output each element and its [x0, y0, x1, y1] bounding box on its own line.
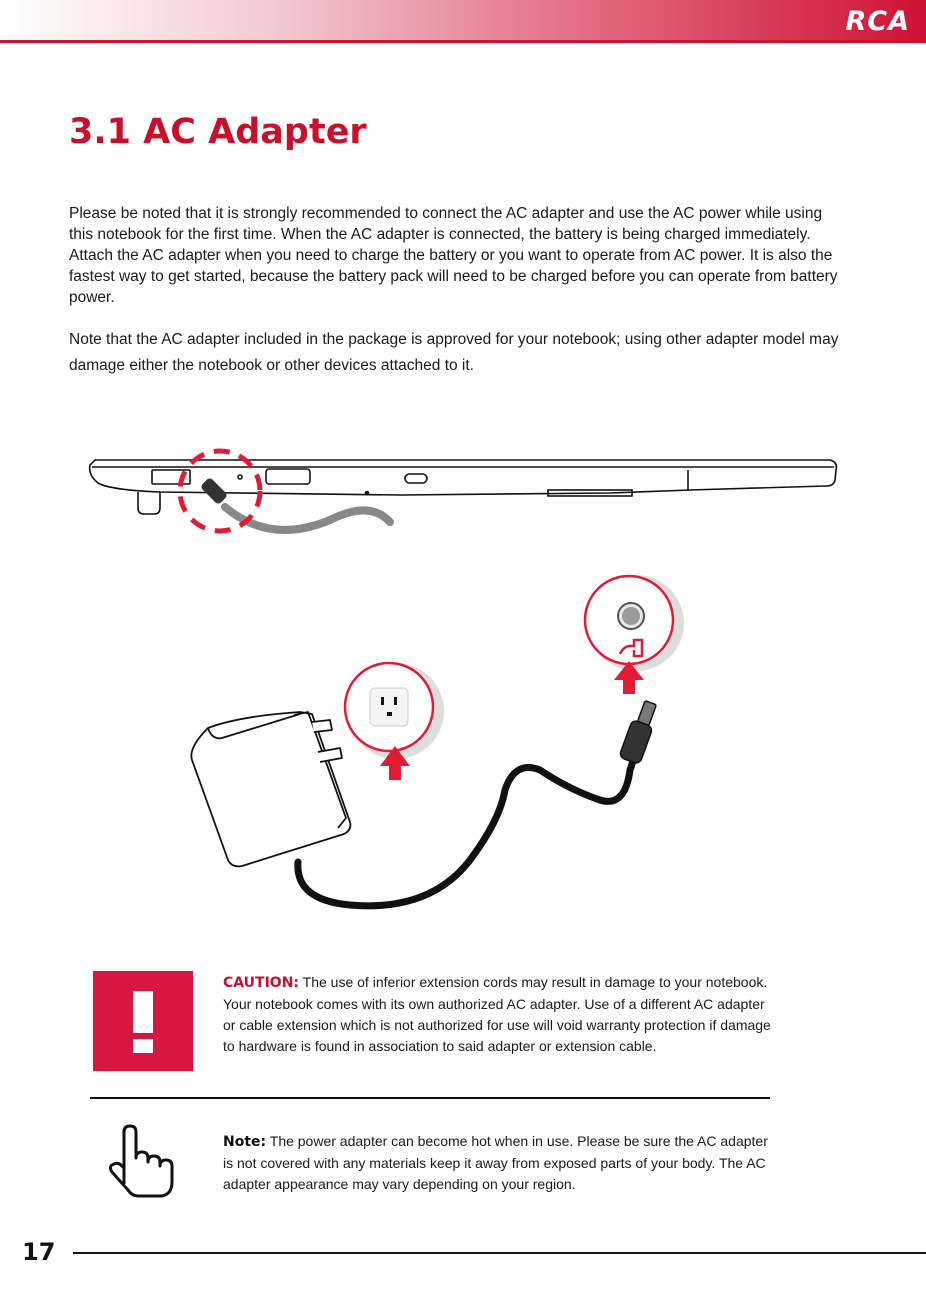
header-rule [0, 40, 926, 43]
intro-paragraph: Please be noted that it is strongly recommended to connect the AC adapter and use the AC power while using this notebook for the first time. When the AC adapter is connected, the battery is being charged immediately. Attach the AC adapter when you need to charge the battery or you want to operate from AC power. It is also the fastest way to get started, because the battery pack will need to be charged before you can operate from battery power. [69, 205, 838, 306]
caution-notice [223, 972, 773, 1057]
pointing-hand-icon [104, 1124, 184, 1204]
section-divider [90, 1097, 770, 1099]
note-label: Note: [223, 1134, 267, 1150]
caution-icon-box [93, 971, 193, 1071]
ac-adapter-brick [191, 712, 350, 866]
brand-logo: RCA [845, 6, 910, 37]
note-notice [223, 1131, 773, 1195]
dc-port-callout [585, 575, 684, 671]
section-title: 3.1 AC Adapter [69, 112, 367, 152]
note-text: The power adapter can become hot when in use. Please be sure the AC adapter is not covered with any materials keep it away from exposed parts of your body. The AC adapter appearance may vary depending on your region. [223, 1133, 768, 1192]
caution-label: CAUTION: [223, 975, 300, 991]
ac-adapter-illustration [0, 440, 926, 910]
wall-socket-callout [345, 663, 444, 759]
header-banner [0, 0, 926, 40]
adapter-dc-plug [619, 701, 657, 765]
footer-rule [73, 1252, 926, 1254]
exclamation-icon [93, 971, 193, 1071]
page-number: 17 [22, 1238, 56, 1266]
caution-text: The use of inferior extension cords may result in damage to your notebook. Your notebook comes with its own authorized AC adapter. Use of a different AC adapter or cable extension which is not authorized for use will void warranty protection if damage to hardware is found in association to said adapter or extension cable. [223, 974, 771, 1054]
adapter-note-paragraph: Note that the AC adapter included in the package is approved for your notebook; using other adapter model may damage either the notebook or other devices attached to it. [69, 331, 839, 374]
